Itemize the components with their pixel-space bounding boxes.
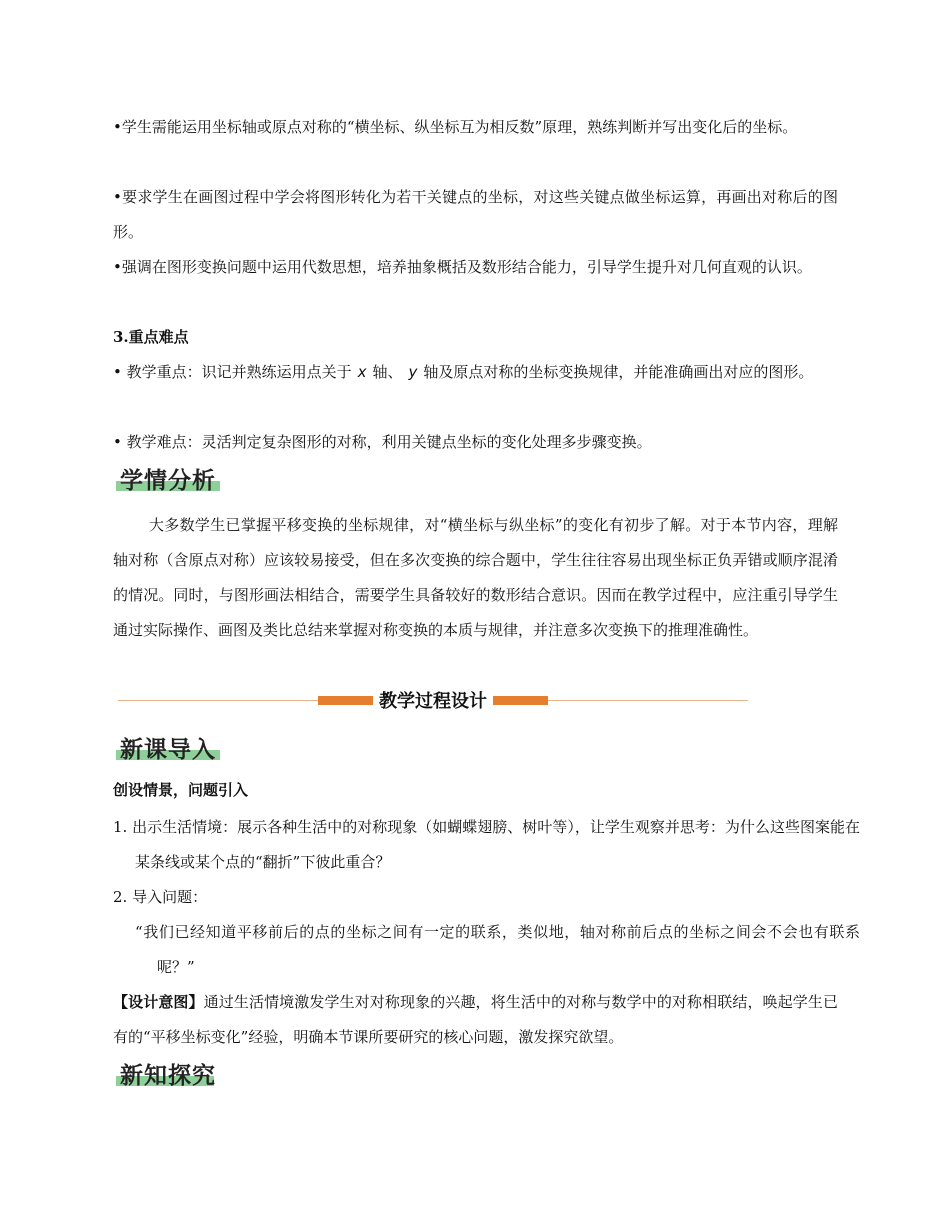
lesson-quote: “我们已经知道平移前后的点的坐标之间有一定的联系，类似地，轴对称前后点的坐标之间会不会也有联系呢？” [135, 923, 860, 976]
key-points-heading: 3.重点难点 [113, 328, 189, 346]
new-lesson-subheading: 创设情景，问题引入 [113, 781, 249, 799]
process-divider [118, 690, 748, 712]
section-title: 新知探究 [120, 1063, 216, 1089]
teaching-focus-middle: 轴、 [372, 363, 403, 381]
lesson-item-1: 1. 出示生活情境：展示各种生活中的对称现象（如蝴蝶翅膀、树叶等），让学生观察并思考：为什么这些图案能在某条线或某个点的“翻折”下彼此重合？ [113, 818, 860, 871]
section-title: 新课导入 [120, 737, 216, 763]
design-intent-text: 通过生活情境激发学生对对称现象的兴趣，将生活中的对称与数学中的对称相联结，唤起学生已有的“平移坐标变化”经验，明确本节课所要研究的核心问题，激发探究欲望。 [113, 993, 838, 1046]
lesson-item-2: 2. 导入问题： [113, 888, 208, 906]
teaching-difficulty: • 教学难点：灵活判定复杂图形的对称，利用关键点坐标的变化处理多步骤变换。 [113, 433, 652, 451]
variable-y: y [408, 363, 418, 381]
variable-x: x [357, 363, 367, 381]
teaching-focus-before: • 教学重点：识记并熟练运用点关于 [113, 363, 352, 381]
design-intent [113, 985, 838, 1055]
teaching-focus [113, 355, 838, 390]
objective-3: •强调在图形变换问题中运用代数思想，培养抽象概括及数形结合能力，引导学生提升对几何直观的认识。 [113, 258, 812, 276]
section-title: 学情分析 [120, 468, 216, 494]
objective-2: •要求学生在画图过程中学会将图形转化为若干关键点的坐标，对这些关键点做坐标运算，再画出对称后的图形。 [113, 188, 838, 241]
divider-label: 教学过程设计 [373, 687, 493, 713]
design-intent-label: 【设计意图】 [113, 993, 204, 1011]
teaching-focus-after: 轴及原点对称的坐标变换规律，并能准确画出对应的图形。 [423, 363, 814, 381]
objective-1: •学生需能运用坐标轴或原点对称的“横坐标、纵坐标互为相反数”原理，熟练判断并写出变化后的坐标。 [113, 118, 798, 136]
divider-block-right [493, 696, 548, 705]
divider-block-left [318, 696, 373, 705]
student-analysis-body: 大多数学生已掌握平移变换的坐标规律，对“横坐标与纵坐标”的变化有初步了解。对于本节内容，理解轴对称（含原点对称）应该较易接受，但在多次变换的综合题中，学生往往容易出现坐标正负弄错或顺序混淆的情况。同时，与图形画法相结合，需要学生具备较好的数形结合意识。因而在教学过程中，应注重引导学生通过实际操作、画图及类比总结来掌握对称变换的本质与规律，并注意多次变换下的推理准确性。 [113, 516, 838, 639]
